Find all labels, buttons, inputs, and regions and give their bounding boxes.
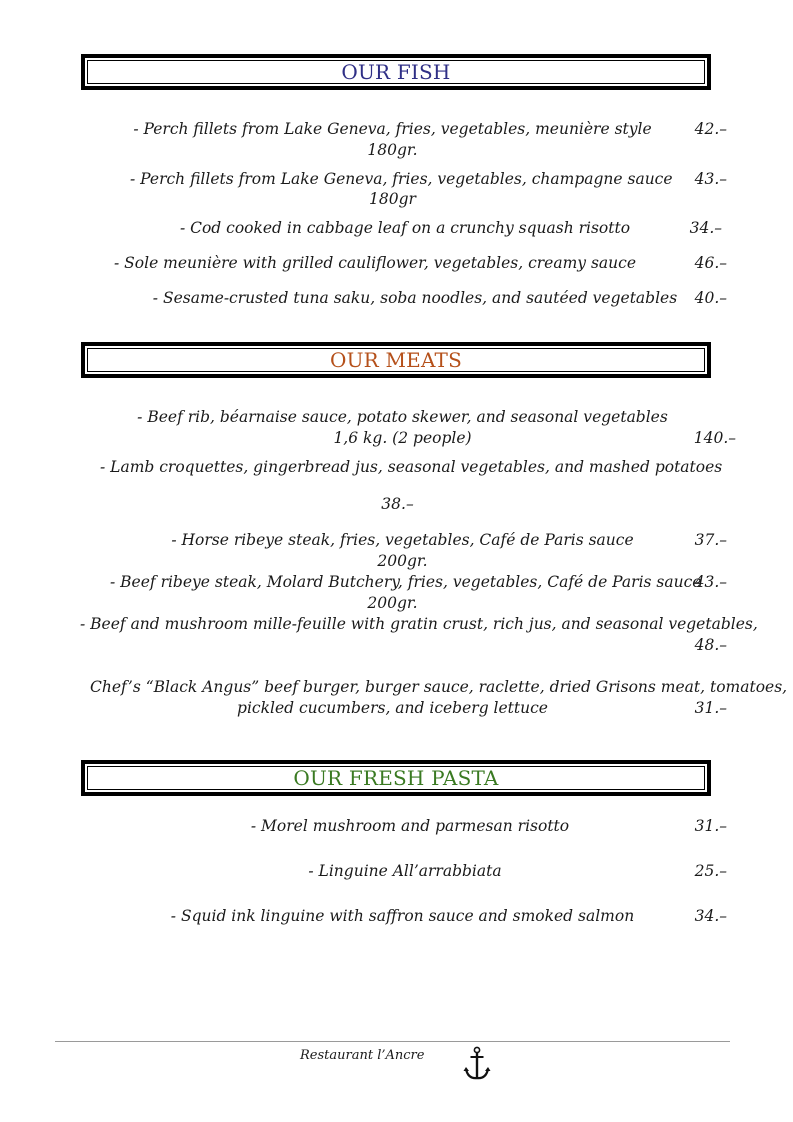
menu-item-weight: 180gr — [369, 190, 416, 208]
anchor-icon — [462, 1046, 492, 1082]
menu-item-description: - Linguine All’arrabbiata — [308, 862, 502, 880]
section-heading-meats — [81, 342, 711, 378]
menu-item-description: Chef’s “Black Angus” beef burger, burger sauce, raclette, dried Grisons meat, tomatoes, — [90, 678, 788, 696]
menu-item-description: - Horse ribeye steak, fries, vegetables, Café de Paris sauce — [171, 531, 634, 549]
menu-item-description: - Beef ribeye steak, Molard Butchery, fries, vegetables, Café de Paris sauce — [110, 573, 702, 591]
menu-item-description: - Sole meunière with grilled cauliflower, vegetables, creamy sauce — [114, 254, 636, 272]
menu-item-price: 46.– — [694, 254, 727, 272]
menu-item-weight: 200gr. — [377, 552, 428, 570]
menu-item-weight: 200gr. — [367, 594, 418, 612]
menu-item-price: 43.– — [694, 573, 727, 591]
menu-item-price: 34.– — [694, 907, 727, 925]
section-title-pasta: OUR FRESH PASTA — [87, 766, 705, 790]
menu-item-description: - Perch fillets from Lake Geneva, fries, vegetables, meunière style — [133, 120, 652, 138]
menu-item-description: - Beef and mushroom mille-feuille with gratin crust, rich jus, and seasonal vegetables, — [80, 615, 758, 633]
section-title-meats: OUR MEATS — [87, 348, 705, 372]
section-heading-pasta — [81, 760, 711, 796]
menu-item-description-cont: pickled cucumbers, and iceberg lettuce — [237, 699, 548, 717]
menu-item-description: - Perch fillets from Lake Geneva, fries, vegetables, champagne sauce — [130, 170, 673, 188]
menu-item-price: 43.– — [694, 170, 727, 188]
section-title-fish: OUR FISH — [87, 60, 705, 84]
section-heading-fish — [81, 54, 711, 90]
menu-item-price: 38.– — [381, 495, 414, 513]
menu-item-description: - Lamb croquettes, gingerbread jus, seasonal vegetables, and mashed potatoes — [100, 458, 723, 476]
menu-item-price: 140.– — [693, 429, 736, 447]
menu-item-description: - Morel mushroom and parmesan risotto — [250, 817, 570, 835]
menu-item-price: 25.– — [694, 862, 727, 880]
menu-item-price: 37.– — [694, 531, 727, 549]
menu-item-weight: 180gr. — [367, 141, 418, 159]
menu-item-description: - Cod cooked in cabbage leaf on a crunchy squash risotto — [179, 219, 631, 237]
menu-item-description: - Sesame-crusted tuna saku, soba noodles, and sautéed vegetables — [152, 289, 678, 307]
menu-item-price: 42.– — [694, 120, 727, 138]
menu-item-description: - Squid ink linguine with saffron sauce and smoked salmon — [170, 907, 635, 925]
menu-item-price: 34.– — [689, 219, 722, 237]
menu-item-description: - Beef rib, béarnaise sauce, potato skewer, and seasonal vegetables — [137, 408, 668, 426]
footer-restaurant-name: Restaurant l’Ancre — [300, 1048, 425, 1063]
menu-item-weight: 1,6 kg. (2 people) — [333, 429, 472, 447]
footer-divider — [55, 1041, 730, 1042]
menu-item-price: 31.– — [694, 699, 727, 717]
menu-item-price: 40.– — [694, 289, 727, 307]
menu-item-price: 31.– — [694, 817, 727, 835]
menu-item-price: 48.– — [694, 636, 727, 654]
